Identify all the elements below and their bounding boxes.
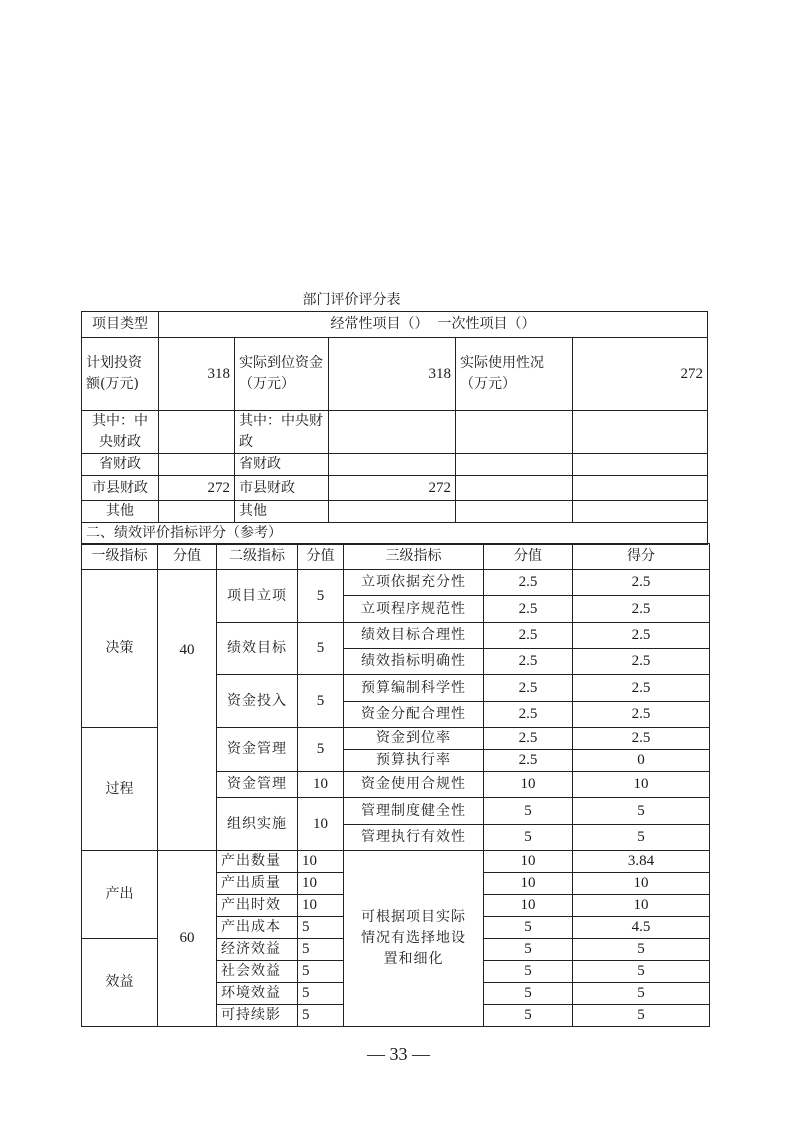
level3-score: 2.5 [484,649,573,675]
level3-result: 2.5 [573,728,710,750]
level3-result: 0 [573,750,710,772]
level2-score: 10 [298,895,344,917]
funding-table [81,311,708,545]
funding-row [82,476,708,501]
source-label: 市县财政 [82,476,159,501]
level2-name: 环境效益 [217,983,298,1005]
usage-label: 实际使用性况（万元） [456,338,573,411]
empty-cell [456,411,573,454]
level1-name: 效益 [82,939,158,1027]
level3-score: 10 [484,772,573,798]
level3-result: 10 [573,895,710,917]
level2-name: 绩效目标 [217,623,298,675]
section-heading-row [82,523,708,545]
project-type-row [82,312,708,338]
level2-score: 5 [298,1005,344,1027]
level3-score: 10 [484,851,573,873]
level1-score: 60 [158,851,217,1027]
level3-score: 2.5 [484,623,573,649]
level2-score: 5 [298,983,344,1005]
level2-score: 10 [298,798,344,851]
level2-score: 5 [298,917,344,939]
empty-cell [456,476,573,501]
funding-row [82,454,708,476]
level2-score: 5 [298,939,344,961]
level3-result: 10 [573,873,710,895]
level3-score: 5 [484,1005,573,1027]
column-header: 二级指标 [217,544,298,570]
level3-name: 管理执行有效性 [344,825,484,851]
actual-label: 实际到位资金（万元） [235,338,329,411]
page-number: — 33 — [367,1044,430,1064]
level3-score: 5 [484,798,573,825]
level3-score: 2.5 [484,702,573,728]
level3-score: 2.5 [484,570,573,596]
project-type-value: 经常性项目（） 一次性项目（） [159,312,708,338]
level3-result: 2.5 [573,623,710,649]
header-row [82,544,710,570]
source-label: 其他 [82,501,159,523]
planned-label: 计划投资额(万元) [82,338,159,411]
level2-score: 5 [298,728,344,772]
level3-score: 2.5 [484,728,573,750]
level2-name: 组织实施 [217,798,298,851]
level2-name: 社会效益 [217,961,298,983]
funding-row [82,501,708,523]
table-row [82,570,710,596]
column-header: 分值 [298,544,344,570]
score-table [81,543,710,1027]
level3-score: 5 [484,961,573,983]
level3-score: 2.5 [484,750,573,772]
column-header: 一级指标 [82,544,158,570]
source-value: 272 [159,476,235,501]
source-value [159,454,235,476]
level3-score: 10 [484,895,573,917]
column-header: 分值 [484,544,573,570]
level2-name: 资金管理 [217,728,298,772]
level3-score: 10 [484,873,573,895]
level3-result: 5 [573,939,710,961]
level3-name: 资金到位率 [344,728,484,750]
level2-name: 资金投入 [217,675,298,728]
level2-name: 资金管理 [217,772,298,798]
source-value [329,454,456,476]
level2-score: 5 [298,623,344,675]
level3-result: 10 [573,772,710,798]
level3-name: 管理制度健全性 [344,798,484,825]
funding-row [82,411,708,454]
level3-name: 立项程序规范性 [344,596,484,623]
actual-value: 318 [329,338,456,411]
level3-name: 资金使用合规性 [344,772,484,798]
level2-name: 产出时效 [217,895,298,917]
level3-score: 5 [484,939,573,961]
level3-result: 2.5 [573,649,710,675]
level1-name: 过程 [82,728,158,851]
level3-score: 5 [484,983,573,1005]
level2-name: 经济效益 [217,939,298,961]
level3-name: 预算执行率 [344,750,484,772]
level2-name: 可持续影 [217,1005,298,1027]
source-value [159,411,235,454]
level3-result: 5 [573,983,710,1005]
page-title: 部门评价评分表 [302,292,401,308]
source-label: 市县财政 [235,476,329,501]
column-header: 三级指标 [344,544,484,570]
level2-score: 5 [298,570,344,623]
source-value [329,411,456,454]
level2-score: 5 [298,961,344,983]
source-label: 其中：中央财政 [235,411,329,454]
level2-score: 10 [298,873,344,895]
level2-name: 项目立项 [217,570,298,623]
usage-value: 272 [573,338,708,411]
level3-result: 3.84 [573,851,710,873]
empty-cell [573,476,708,501]
level1-name: 产出 [82,851,158,939]
level3-result: 5 [573,961,710,983]
empty-cell [573,454,708,476]
level3-name: 绩效指标明确性 [344,649,484,675]
project-type-label: 项目类型 [82,312,159,338]
empty-cell [456,501,573,523]
level3-result: 5 [573,1005,710,1027]
level2-name: 产出数量 [217,851,298,873]
source-value [329,501,456,523]
level1-name: 决策 [82,570,158,728]
level3-score: 2.5 [484,675,573,702]
level3-score: 5 [484,825,573,851]
level3-result: 5 [573,798,710,825]
level2-name: 产出成本 [217,917,298,939]
level3-result: 2.5 [573,675,710,702]
level2-score: 5 [298,675,344,728]
empty-cell [456,454,573,476]
level3-name: 预算编制科学性 [344,675,484,702]
level2-name: 产出质量 [217,873,298,895]
amount-row [82,338,708,411]
level3-score: 5 [484,917,573,939]
level3-name: 资金分配合理性 [344,702,484,728]
level3-result: 5 [573,825,710,851]
source-value [159,501,235,523]
source-label: 其他 [235,501,329,523]
level3-result: 2.5 [573,702,710,728]
level1-score: 40 [158,570,217,851]
source-label: 省财政 [235,454,329,476]
level3-result: 4.5 [573,917,710,939]
level2-score: 10 [298,772,344,798]
level3-result: 2.5 [573,596,710,623]
level3-score: 2.5 [484,596,573,623]
level3-name: 立项依据充分性 [344,570,484,596]
planned-value: 318 [159,338,235,411]
table-row [82,851,710,873]
column-header: 得分 [573,544,710,570]
empty-cell [573,411,708,454]
source-label: 其中：中央财政 [82,411,159,454]
level3-note: 可根据项目实际情况有选择地设置和细化 [344,851,484,1027]
source-label: 省财政 [82,454,159,476]
level3-name: 绩效目标合理性 [344,623,484,649]
source-value: 272 [329,476,456,501]
section-heading: 二、绩效评价指标评分（参考） [82,523,708,545]
empty-cell [573,501,708,523]
level3-result: 2.5 [573,570,710,596]
column-header: 分值 [158,544,217,570]
level2-score: 10 [298,851,344,873]
